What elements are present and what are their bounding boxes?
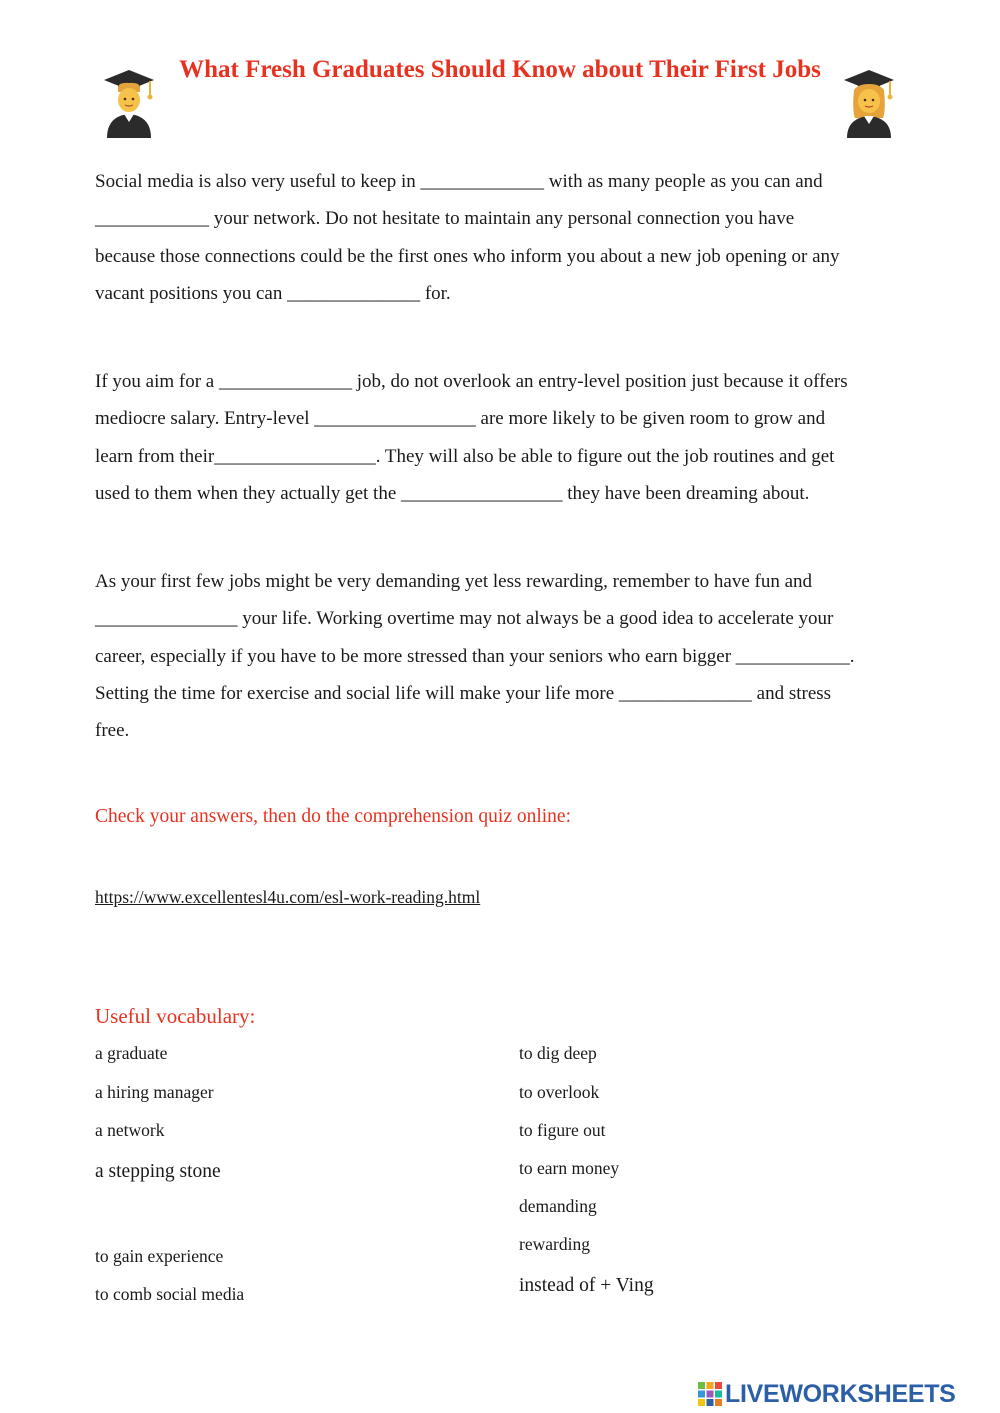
paragraph-2 <box>95 363 905 512</box>
quiz-link[interactable]: https://www.excellentesl4u.com/esl-work-reading.html <box>95 887 481 907</box>
vocab-item: a network <box>95 1120 165 1140</box>
paragraph-line: _______________ your life. Working overtime may not always be a good idea to accelerate your <box>95 608 834 630</box>
paragraph-line: Setting the time for exercise and social life will make your life more ______________ and stress <box>95 682 832 704</box>
paragraph-3 <box>95 563 905 749</box>
vocab-item: to dig deep <box>519 1043 597 1063</box>
liveworksheets-grid-icon <box>697 1381 723 1407</box>
paragraph-1 <box>95 163 905 312</box>
paragraph-line: used to them when they actually get the _________________ they have been dreaming about. <box>95 482 810 504</box>
vocab-heading: Useful vocabulary: <box>95 1004 256 1028</box>
check-answers-note: Check your answers, then do the comprehension quiz online: <box>95 806 572 827</box>
paragraph-line: Social media is also very useful to keep in _____________ with as many people as you can and <box>95 171 823 192</box>
vocab-item: to comb social media <box>95 1284 245 1304</box>
vocab-item: a graduate <box>95 1043 168 1063</box>
paragraph-line: learn from their_________________. They will also be able to figure out the job routines and get <box>95 445 835 467</box>
vocab-item: demanding <box>519 1196 597 1216</box>
vocab-item: to figure out <box>519 1120 606 1140</box>
vocab-item: instead of + Ving <box>519 1275 654 1296</box>
female-graduate-icon <box>840 66 898 138</box>
liveworksheets-logo[interactable] <box>697 1377 995 1411</box>
paragraph-line: ____________ your network. Do not hesitate to maintain any personal connection you have <box>95 208 795 230</box>
male-graduate-icon <box>100 66 158 138</box>
liveworksheets-wordmark: LIVEWORKSHEETS <box>725 1379 956 1408</box>
paragraph-line: As your first few jobs might be very demanding yet less rewarding, remember to have fun and <box>95 571 813 592</box>
paragraph-line: free. <box>95 720 130 742</box>
paragraph-line: mediocre salary. Entry-level _________________ are more likely to be given room to grow and <box>95 408 826 430</box>
worksheet-title: What Fresh Graduates Should Know about Their First Jobs <box>179 56 821 83</box>
paragraph-line: because those connections could be the first ones who inform you about a new job opening or any <box>95 245 840 267</box>
vocab-item: to gain experience <box>95 1246 224 1266</box>
vocab-item: a hiring manager <box>95 1082 214 1102</box>
paragraph-line: career, especially if you have to be more stressed than your seniors who earn bigger ____________. <box>95 645 855 667</box>
vocab-item: to overlook <box>519 1082 600 1102</box>
vocab-item: to earn money <box>519 1158 620 1178</box>
paragraph-line: If you aim for a ______________ job, do not overlook an entry-level position just because it offers <box>95 371 848 392</box>
paragraph-line: vacant positions you can ______________ for. <box>95 282 451 304</box>
vocab-item: a stepping stone <box>95 1161 221 1182</box>
vocab-item: rewarding <box>519 1234 590 1254</box>
